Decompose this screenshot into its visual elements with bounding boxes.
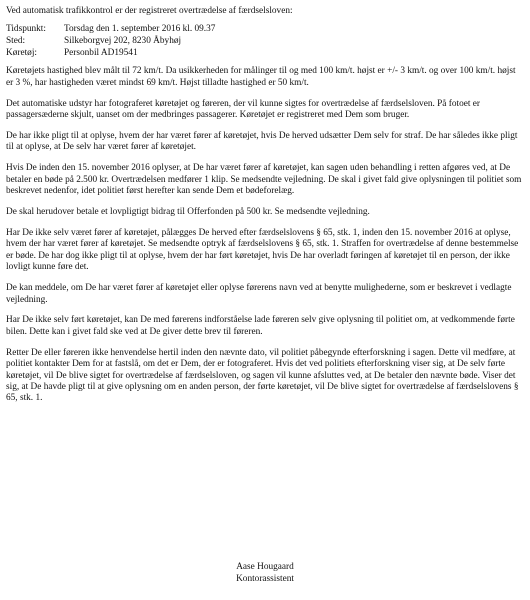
paragraph-fine: Hvis De inden den 15. november 2016 oplyser, at De har været fører af køretøjet, kan sagen uden behandling i retten afgøres ved, at De betaler en bøde på 2.500 kr. Overtrædelsen medfører 1 klip. Se medsendte vejledning. De skal i givet fald give oplysningen til politiet som beskrevet nedenfor, idet politiet først herefter kan sende Dem et bødeforelæg.	[6, 163, 522, 197]
paragraph-speed: Køretøjets hastighed blev målt til 72 km/t. Da usikkerheden for målinger til og med 100 km/t. højst er +/- 3 km/t. og over 100 km/t. højst er 3 %, har hastigheden været mindst 69 km/t. Højst tilladte hastighed er 50 km/t.	[6, 66, 516, 88]
paragraph-victim-fund: De skal herudover betale et lovpligtigt bidrag til Offerfonden på 500 kr. Se medsendte vejledning.	[6, 207, 370, 218]
detail-label: Tidspunkt:	[6, 24, 46, 35]
detail-value: Silkeborgvej 202, 8230 Åbyhøj	[64, 36, 182, 47]
intro-line: Ved automatisk trafikkontrol er der registreret overtrædelse af færdselsloven:	[6, 6, 293, 16]
paragraph-investigation: Retter De eller føreren ikke henvendelse hertil inden den nævnte dato, vil politiet påbegynde efterforskning i sagen. Dette vil medføre, at politiet kontakter Dem for at fastslå, om det er Dem, der er fotograferet. Hvis det ved politiets efterforskning viser sig, at De selv førte køretøjet, vil De blive sigtet for overtrædelse af færdselsloven, og sagen vil kunne afsluttes ved, at De betaler den nævnte bøde. Viser det sig, at De havde pligt til at give oplysning om en anden person, der førte køretøjet, vil De blive sigtet for overtrædelse af færdselslovens § 65, stk. 1.	[6, 347, 519, 404]
detail-row-vehicle	[6, 48, 522, 60]
signatory-name: Aase Hougaard	[236, 562, 294, 572]
paragraph-no-obligation: De har ikke pligt til at oplyse, hvem der har været fører af køretøjet, hvis De herved udsætter Dem selv for straf. De har således ikke pligt til at oplyse, at De selv har været fører af køretøjet.	[6, 131, 518, 153]
detail-value: Torsdag den 1. september 2016 kl. 09.37	[64, 24, 216, 35]
paragraph-driver-consent: Har De ikke selv ført køretøjet, kan De med førerens indforståelse lade føreren selv give oplysning til politiet om, at vedkommende førte bilen. Dette kan i givet fald ske ved at De giver dette brev til føreren.	[6, 315, 515, 337]
detail-value: Personbil AD19541	[64, 48, 138, 59]
violation-details	[6, 24, 522, 60]
detail-label: Køretøj:	[6, 48, 37, 59]
detail-label: Sted:	[6, 36, 26, 47]
detail-row-place	[6, 36, 522, 48]
signatory-title: Kontorassistent	[236, 574, 294, 584]
signature-block	[0, 561, 530, 585]
paragraph-notify-options: De kan meddele, om De har været fører af køretøjet eller oplyse førerens navn ved at benytte mulighederne, som er beskrevet i vedlagte vejledning.	[6, 283, 512, 305]
paragraph-photo: Det automatiske udstyr har fotograferet køretøjet og føreren, der vil kunne sigtes for overtrædelse af færdselsloven. På fotoet er passagersæderne skjult, uanset om der medbringes passagerer. Køretøjet er registreret med Dem som bruger.	[6, 98, 480, 121]
paragraph-not-driver: Har De ikke selv været fører af køretøjet, pålægges De herved efter færdselslovens § 65, stk. 1, inden den 15. november 2016 at oplyse, hvem der har været fører af køretøjet. Se medsendte optryk af færdselslovens § 65, stk. 1. Straffen for overtrædelse af denne bestemmelse er bøde. De har dog ikke pligt til at oplyse, hvem der har ført køretøjet, hvis De har overladt føringen af køretøjet til en person, der ikke lovligt kunne føre det.	[6, 227, 519, 273]
detail-row-time	[6, 24, 522, 36]
